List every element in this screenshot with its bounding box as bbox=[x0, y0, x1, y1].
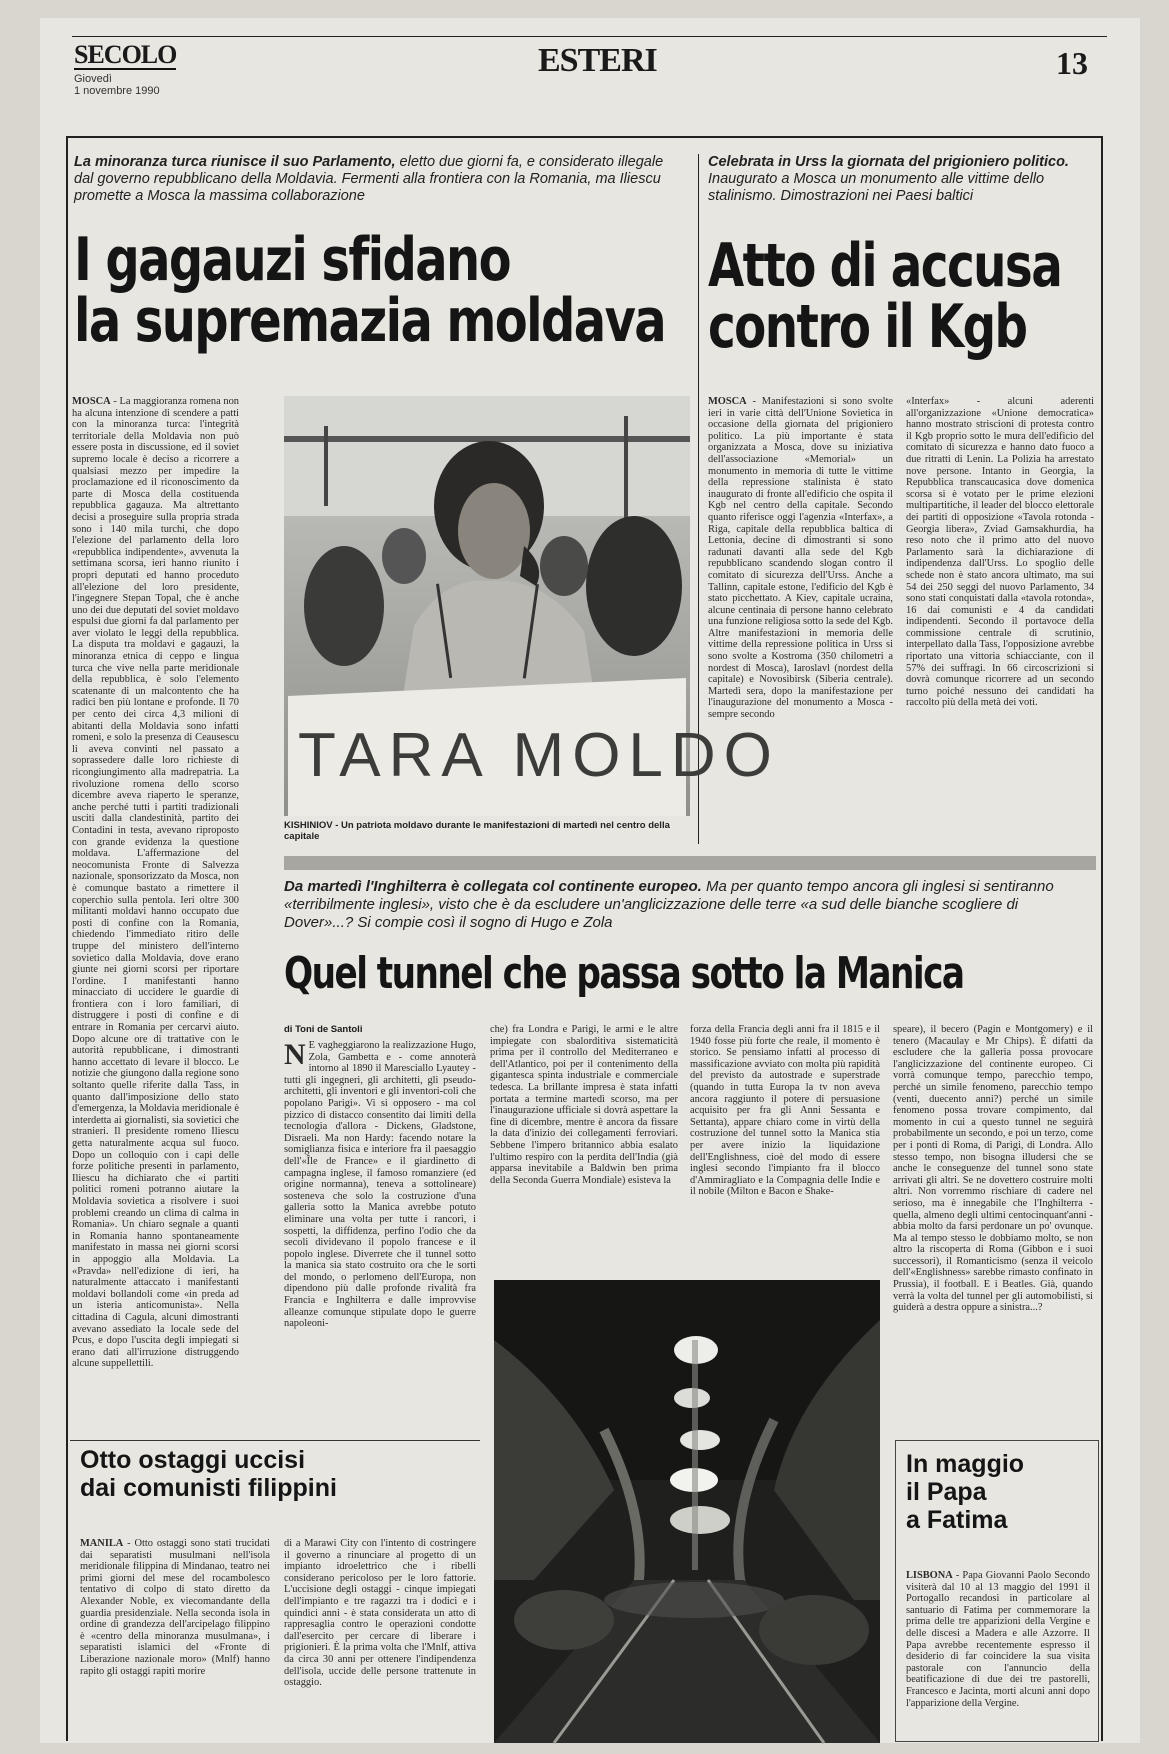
masthead-weekday: Giovedì bbox=[74, 73, 112, 85]
section-title: ESTERI bbox=[538, 42, 657, 79]
kgb-headline: Atto di accusa contro il Kgb bbox=[708, 231, 1062, 363]
newspaper-page bbox=[40, 18, 1140, 1743]
patriot-photo-illustration bbox=[284, 396, 780, 816]
tunnel-body-col2: che) fra Londra e Parigi, le armi e le altre impiegate con sbalorditiva sistematicità prima per il controllo del Mediterraneo e dell'Atlantico, poi per il contenimento della gigantesca spinta industriale e commerciale tedesca. La brillante impresa è stata infatti portata a termine martedì scorso, ma per l'inaugurazione ufficiale si dovrà aspettare la fine di dicembre, mentre è ancora da fissare la data d'inizio dei collegamenti ferroviari. Sebbene l'impero britannico abbia esalato l'ultimo respiro con la perdita dell'India (già apparsa inevitabile a Baldwin ben prima della Seconda Guerra Mondiale) esisteva la bbox=[490, 1024, 678, 1186]
protest-sign-text: TARA MOLDO bbox=[298, 721, 780, 790]
kgb-body-col2: «Interfax» - alcuni aderenti all'organizzazione «Unione democratica» hanno mostrato striscioni di protesta contro il Kgb proprio sotto le mura dell'edificio del comitato di sicurezza e hanno dato fuoco a due ritratti di Lenin. La Polizia ha arrestato nove persone. Intanto in Georgia, la Repubblica transcaucasica dove domenica scorsa si è votato per le prime elezioni multipartitiche, il leader del blocco elettorale dei partiti di opposizione «Tavola rotonda - Georgia libera», Zviad Gamsakhurdia, ha reso noto che il primo atto del nuovo Parlamento sarà la dichiarazione di indipendenza dall'Urss. Lo spoglio delle schede non è stato ancora ultimato, ma sui 54 dei 250 seggi del nuovo Parlamento, 34 sono stati conquistati dalla «tavola rotonda», 16 dai comunisti e 4 da candidati indipendenti. Secondo il portavoce della commissione centrale di scrutinio, interpellato dalla Tass, l'opposizione avrebbe riportato una vittoria schiacciante, con il 57% dei suffragi. In 66 circoscrizioni si dovrà comunque ricorrere ad un secondo turno poiché nessuno dei candidati ha raccolto più della metà dei voti. bbox=[906, 396, 1094, 709]
tunnel-kicker: Da martedì l'Inghilterra è collegata col continente europeo. Ma per quanto tempo ancora gli inglesi si sentiranno «terribilmente inglesi», visto che è da escludere un'anglicizzazione delle terre «a sud delle bianche scogliere di Dover»...? Si compie così il sogno di Hugo e Zola bbox=[284, 878, 1054, 931]
tunnel-dropcap: N bbox=[284, 1038, 306, 1071]
newspaper-logo: SECOLO bbox=[74, 40, 177, 69]
papa-headline: In maggio il Papa a Fatima bbox=[906, 1450, 1025, 1534]
page-number: 13 bbox=[1056, 45, 1088, 81]
kgb-body-col1: MOSCA - Manifestazioni si sono svolte ieri in varie città dell'Unione Sovietica in occasione della giornata del prigioniero politico. La più importante è stata organizzata a Mosca, dove su iniziativa dell'associazione «Memorial» un monumento in memoria di tutte le vittime della repressione stalinista è stato inaugurato di fronte all'edificio che ospita il Kgb nel centro della capitale. Secondo quanto riferisce oggi l'agenzia «Interfax», a Riga, capitale della repubblica baltica di Lettonia, decine di dimostranti si sono radunati davanti alla sede del Kgb repubblicano scandendo slogan contro il comitato di sicurezza dell'Urss. Anche a Tallinn, capitale estone, l'edificio del Kgb è stato picchettato. A Kiev, capitale ucraina, alcune centinaia di persone hanno celebrato una funzione religiosa sotto la sede del Kgb. Altre manifestazioni in memoria delle vittime della repressione politica in Urss si sono svolte a Kostroma (350 chilometri a nordest di Mosca), Iaroslavl (nordest della capitale) e Novosibirsk (Siberia centrale). Martedì sera, dopo la manifestazione per l'inaugurazione del monumento a Mosca - sempre secondo bbox=[708, 396, 893, 721]
masthead-date: 1 novembre 1990 bbox=[74, 85, 160, 97]
tunnel-top-bar bbox=[284, 856, 1096, 870]
ostaggi-body-col1: MANILA - Otto ostaggi sono stati trucidati dai separatisti musulmani nell'isola meridionale filippina di Mindanao, teatro nei primi giorni del mese del rocambolesco tentativo di colpo di stato diretto da Alexander Noble, ex viecomandante della guardia presidenziale. Nella seconda isola in ordine di grandezza dell'arcipelago filippino è «centro della minoranza musulmana», i separatisti islamici del «Fronte di Liberazione nazionale moro» (Mnlf) hanno rapito gli ostaggi rapiti morire bbox=[80, 1538, 270, 1677]
gagauzi-body: MOSCA - La maggioranza romena non ha alcuna intenzione di scendere a patti con la minoranza turca: l'integrità territoriale della Moldavia non può essere posta in discussione, ed il soviet supremo locale è deciso a ricorrere a qualsiasi mezzo per impedire la proclamazione ed il riconoscimento da parte di Mosca della costituenda repubblica gagauza. Ma altrettanto decisi a proseguire sulla propria strada sono i 140 mila turchi, che dopo l'elezione del parlamento della loro «repubblica indipendente», avvenuta la settimana scorsa, ieri hanno riunito i propri deputati ed hanno proceduto all'elezione del loro presidente, l'ingegnere Stepan Topal, che è anche uno dei due deputati del soviet moldavo espulsi due giorni fa dal parlamento per aver violato le leggi della repubblica. La disputa tra moldavi e gagauzi, la minoranza etnica di ceppo e lingua turca che vive nella parte meridionale della repubblica, è solo l'elemento scatenante di un malcontento che ha radici ben più lontane e profonde. Il 70 per cento dei circa 4,3 milioni di abitanti della Moldavia sono infatti romeni, e solo la presenza di Ceausescu li aveva convinti nel passato a soprassedere dalle loro richieste di ricongiungimento alla madrepatria. La rivoluzione romena dello scorso dicembre aveva riaperto le speranze, anche perché tutti i partiti tradizionali usciti dalla clandestinità, partito dei Contadini in testa, avevano riproposto con grande evidenza la questione moldava. L'affermazione del neocomunista Fronte di Salvezza nazionale, sponsorizzato da Mosca, non è comunque bastato a rimettere il coperchio sulla pentola. Ieri oltre 300 militanti moldavi hanno occupato due posti di confine con la Romania, chiedendo l'immediato ritiro delle truppe del ministero dell'interno sovietico dalla Moldavia, dove erano giunte nei giorni scorsi per riportare l'ordine. I manifestanti hanno minacciato di uccidere le guardie di frontiera con i loro familiari, di distruggere i posti di confine e di entrare in Romania per cercarvi aiuto. Dopo alcune ore di trattative con le autorità repubblicane, i dimostranti hanno accettato di levare il blocco. Le notizie che giungono dalla regione sono soltanto quelle riferite dalla Tass, in quanto dall'imposizione dello stato d'emergenza, la Moldavia meridionale è interdetta ai giornalisti, sia sovietici che stranieri. Il presidente romeno Iliescu getta naturalmente acqua sul fuoco. Dopo un colloquio con i capi delle forze politiche presenti in parlamento, Iliescu ha dichiarato che «i partiti politici romeni potranno aiutare la Moldavia sovietica a risolvere i suoi problemi creando un clima di calma in Romania». Un chiaro segnale a quanti in Romania hanno spontaneamente manifestato in massa nei giorni scorsi in appoggio alla Moldavia. La «Pravda» nell'edizione di ieri, ha naturalmente attaccato i manifestanti moldavi bollandoli come «in preda ad un isteria anticomunista». Nella cittadina di Cagula, alcuni dimostranti avevano assediato la locale sede del Pcus, e dopo l'uscita degli impiegati si erano dati all'irruzione distruggendo alcune suppellettili. bbox=[72, 396, 239, 1370]
frame-top-rule bbox=[66, 136, 1103, 138]
ostaggi-headline: Otto ostaggi uccisi dai comunisti filippini bbox=[80, 1446, 337, 1502]
tunnel-byline: di Toni de Santoli bbox=[284, 1024, 363, 1035]
gagauzi-headline: I gagauzi sfidano la supremazia moldava bbox=[74, 225, 666, 357]
tunnel-photo-illustration bbox=[494, 1280, 880, 1743]
ostaggi-body-col2: di a Marawi City con l'intento di costringere il governo a rinunciare al progetto di un impianto idroelettrico che i ribelli considerano pericoloso per le loro fattorie. L'uccisione degli ostaggi - cinque impiegati dell'impianto e tre ragazzi tra i dodici e i quindici anni - è stata considerata un atto di rappresaglia contro le operazioni condotte dall'esercito per cercare di liberare i prigionieri. È la prima volta che l'Mnlf, attiva da circa 30 anni per ottenere l'indipendenza dell'isola, uccide delle persone trattenute in ostaggio. bbox=[284, 1538, 476, 1689]
top-rule bbox=[72, 36, 1107, 37]
ostaggi-top-rule bbox=[70, 1440, 480, 1441]
frame-right-rule bbox=[1101, 136, 1103, 1741]
tunnel-body-col4: speare), il becero (Pagin e Montgomery) e il tenero (Macaulay e Mr Chips). È difatti da escludere che la galleria possa provocare l'anglicizzazione del continente europeo. Ci vorrà comunque tempo, parecchio tempo, perché un simile fenomeno, parecchio tempo (venti, duecento anni?) perché un simile fenomeno possa trovare compimento, dal momento in cui a questo tunnel ne seguirà probabilmente un secondo, e poi un terzo, come per i ponti di Roma, di Parigi, di Londra. Allo stesso tempo, non bisogna illudersi che se anche le conseguenze del tunnel sono state arrivati gli altri. Se ne dovettero costruire molti altri. Non vorremmo rischiare di cadere nel serioso, ma è innegabile che l'Inghilterra - quella, almeno degli ultimi centocinquant'anni - abbia molto da farsi perdonare un po' ovunque. Ma al tempo stesso le dobbiamo molto, se non altro la riscoperta di Roma (Gibbon e i suoi successori), il Romanticismo (senza il veicolo dell'«Englishness» sarebbe rimasto confinato in Prussia), il football. E i Beatles. Già, quando verrà la volta del tunnel per gli automobilisti, si guiderà a destra oppure a sinistra...? bbox=[893, 1024, 1093, 1314]
tunnel-headline: Quel tunnel che passa sotto la Manica bbox=[284, 948, 964, 999]
kgb-kicker: Celebrata in Urss la giornata del prigioniero politico. Inaugurato a Mosca un monumento alle vittime dello stalinismo. Dimostrazioni nei Paesi baltici bbox=[708, 154, 1069, 204]
gagauzi-kicker: La minoranza turca riunisce il suo Parlamento, eletto due giorni fa, e considerato illegale dal governo repubblicano della Moldavia. Fermenti alla frontiera con la Romania, ma Iliescu promette a Mosca la massima collaborazione bbox=[74, 154, 664, 204]
papa-body: LISBONA - Papa Giovanni Paolo Secondo visiterà dal 10 al 13 maggio del 1991 il Portogallo recandosi in particolare al santuario di Fatima per commemorare la prima delle tre apparizioni della Vergine e delle discesi a Madera e alle Azzorre. Il Papa avrebbe recentemente espresso il desiderio di far coincidere la sua visita pastorale con l'annuncio della beatificazione di due dei tre pastorelli, Francesco e Jacinta, morti alcuni anni dopo l'apparizione della Vergine. bbox=[906, 1570, 1090, 1709]
tunnel-body-col1: N E vagheggiarono la realizzazione Hugo, Zola, Gambetta e - come annoterà intorno al 1890 il Maresciallo Lyautey - tutti gli ingegneri, gli architetti, gli pseudo-architetti, gli inventori e gli inventori-coli che popolano Parigi». Vi si opposero - ma col pizzico di distacco consentito dai limiti della tecnologia d'allora - Dickens, Gladstone, Disraeli. Ma non Hardy: facendo notare la somiglianza fisica e interiore fra il paesaggio dell'«Île de France» e il giardinetto di campagna inglese, il famoso romanziere (ed origine normanna), teneva a sottolineare) sosteneva che solo la costruzione d'una galleria sotto la Manica avrebbe potuto eliminare una volta per tutte i rancori, i sospetti, la diffidenza, perfino l'odio che da secoli dividevano il popolo francese e il popolo inglese. Diverrete che il tunnel sotto la manica sia stato costruito ora che le sorti del mondo, o perlomeno dell'Europa, non dipendono più dalle profonde rivalità fra Francia e Inghilterra e dalle improvvise alleanze comunque stipulate dopo le guerre napoleoni- bbox=[284, 1038, 476, 1330]
tunnel-photo bbox=[494, 1280, 880, 1743]
gagauzi-photo bbox=[284, 396, 780, 816]
gagauzi-photo-caption: KISHINIOV - Un patriota moldavo durante le manifestazioni di martedì nel centro della capitale bbox=[284, 820, 670, 842]
frame-left-rule bbox=[66, 136, 68, 1741]
tunnel-body-col3: forza della Francia degli anni fra il 1815 e il 1940 fosse più forte che reale, il momento è storico. Se pensiamo infatti al processo di massificazione avviato con molta più rapidità del previsto da autostrade e superstrade (quando in tutta Europa la tv non aveva ancora raggiunto il potere di persuasione acquisito per fra gli Anni Sessanta e Settanta), appare chiaro come in virtù della costruzione del tunnel sotto la Manica stia per avere inizio la liquidazione dell'Englishness, cioè del modo di essere inglesi secondo l'impianto fra il blocco d'Ammiragliato e la Compagnia delle Indie e il nobile (Milton e Bacon e Shake- bbox=[690, 1024, 880, 1198]
